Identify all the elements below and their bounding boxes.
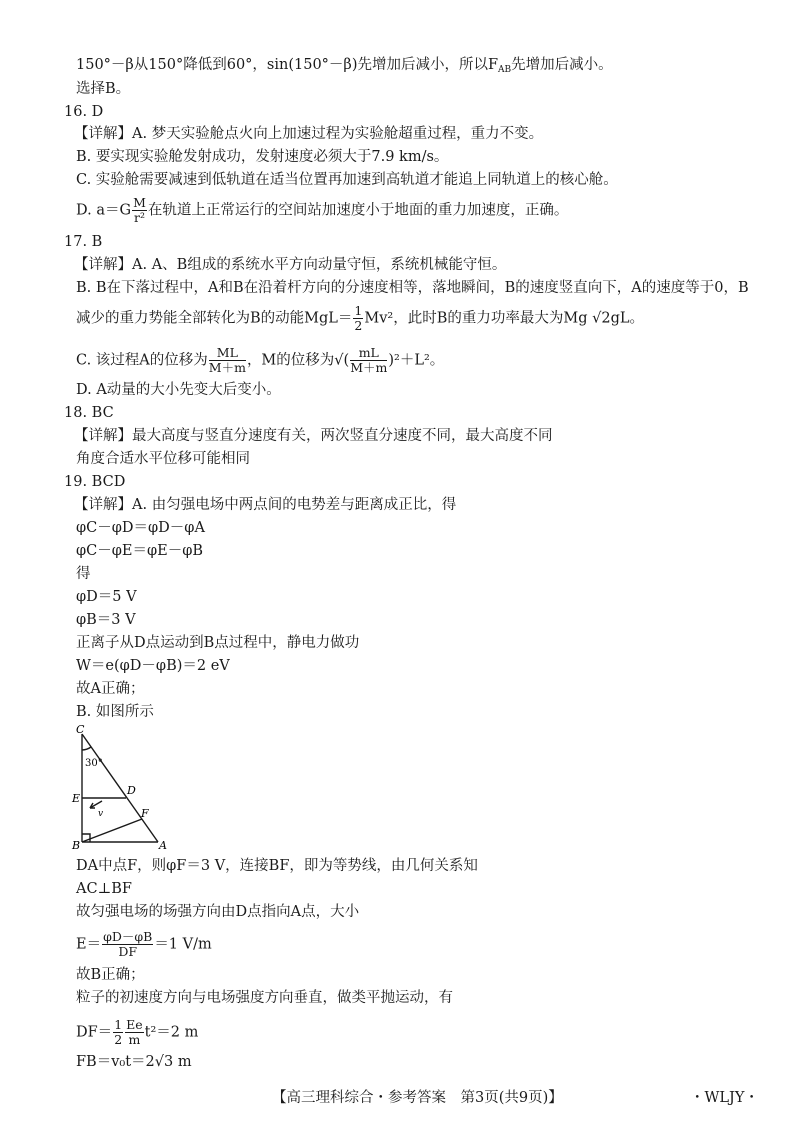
fraction: $\frac{mL}{M+m}$ bbox=[350, 345, 388, 375]
question-number: 16. D bbox=[64, 104, 104, 120]
equation-line: φC－φD＝φD－φA bbox=[76, 520, 205, 536]
label-a: A bbox=[159, 839, 167, 852]
text-line: 故匀强电场的场强方向由D点指向A点，大小 bbox=[76, 904, 360, 920]
text-line: B. 如图所示 bbox=[76, 704, 154, 720]
label-b: B bbox=[72, 839, 81, 852]
equation-line: φB＝3 V bbox=[76, 612, 136, 628]
text-line: 得 bbox=[76, 566, 91, 582]
text-line: 【详解】A. A、B组成的系统水平方向动量守恒，系统机械能守恒。 bbox=[74, 257, 507, 273]
question-number: 18. BC bbox=[64, 405, 114, 421]
text-line: C. 该过程A的位移为 $\frac{ML}{M+m}$ ，M的位移为√( $\frac{mL}{M+m}$ )²＋L²。 bbox=[76, 345, 445, 375]
text-line: B. B在下落过程中，A和B在沿着杆方向的分速度相等，落地瞬间，B的速度竖直向下，A的速度等于0，B bbox=[76, 280, 749, 296]
label-e: E bbox=[72, 792, 81, 805]
text-line: B. 要实现实验舱发射成功，发射速度必须大于7.9 km/s。 bbox=[76, 149, 449, 165]
angle-arc bbox=[82, 747, 91, 750]
text-line: 粒子的初速度方向与电场强度方向垂直，做类平抛运动，有 bbox=[76, 990, 453, 1006]
label-f: F bbox=[141, 807, 149, 820]
equation-line: φD＝5 V bbox=[76, 589, 137, 605]
equation-line: W＝e(φD－φB)＝2 eV bbox=[76, 658, 230, 674]
fraction: $\frac{1}{2}$ bbox=[354, 303, 363, 333]
label-c: C bbox=[76, 723, 85, 736]
text-line: 【详解】最大高度与竖直分速度有关，两次竖直分速度不同，最大高度不同 bbox=[74, 428, 553, 444]
footer-title: 【高三理科综合・参考答案 第3页(共9页)】 bbox=[272, 1090, 563, 1106]
edge-bf bbox=[82, 819, 142, 842]
edge-ca bbox=[82, 734, 158, 842]
label-v: v bbox=[98, 809, 104, 819]
equation-line: DF＝ $\frac{1}{2}$ $\frac{Ee}{m}$ t²＝2 m bbox=[76, 1017, 199, 1047]
text-line: DA中点F，则φF＝3 V，连接BF，即为等势线，由几何关系知 bbox=[76, 858, 478, 874]
text-line: D. a＝G $\frac{M}{\text{r²}}$ 在轨道上正常运行的空间站加速度小于地面的重力加速度，正确。 bbox=[76, 195, 569, 225]
label-d: D bbox=[127, 784, 136, 797]
text-line: 【详解】A. 由匀强电场中两点间的电势差与距离成正比，得 bbox=[74, 497, 457, 513]
equation-line: φC－φE＝φE－φB bbox=[76, 543, 204, 559]
equation-line: AC⊥BF bbox=[76, 881, 132, 897]
equation-line: E＝ $\frac{\varphi D-\varphi B}{DF}$ ＝1 V/m bbox=[76, 929, 212, 959]
label-angle: 30° bbox=[85, 758, 103, 769]
text-line: 角度合适水平位移可能相同 bbox=[76, 451, 250, 467]
text-line: C. 实验舱需要减速到低轨道在适当位置再加速到高轨道才能追上同轨道上的核心舱。 bbox=[76, 172, 618, 188]
fraction: $\frac{\varphi D-\varphi B}{DF}$ bbox=[103, 929, 153, 959]
text-line: D. A动量的大小先变大后变小。 bbox=[76, 382, 281, 398]
footer-mark: ・WLJY・ bbox=[690, 1090, 759, 1106]
question-number: 19. BCD bbox=[64, 474, 126, 490]
text-line: 故B正确； bbox=[76, 967, 145, 983]
geometry-figure bbox=[66, 722, 176, 852]
text-line: 150°－β从150°降低到60°，sin(150°－β)先增加后减小，所以$F_{AB}$先增加后减小。 bbox=[76, 57, 613, 75]
text-line: 选择B。 bbox=[76, 81, 131, 97]
fraction: $\frac{ML}{M+m}$ bbox=[208, 345, 246, 375]
text-line: 【详解】A. 梦天实验舱点火向上加速过程为实验舱超重过程，重力不变。 bbox=[74, 126, 544, 142]
fraction: $\frac{1}{2}$ bbox=[114, 1017, 123, 1047]
question-number: 17. B bbox=[64, 234, 103, 250]
equation-line: FB＝v₀t＝2√3 m bbox=[76, 1054, 192, 1070]
text-line: 故A正确； bbox=[76, 681, 145, 697]
text-line: 减少的重力势能全部转化为B的动能MgL＝ $\frac{1}{2}$ Mv²，此时B的重力功率最大为Mg √2gL。 bbox=[76, 303, 644, 333]
fraction: $\frac{Ee}{m}$ bbox=[126, 1017, 143, 1047]
fraction: $\frac{M}{\text{r²}}$ bbox=[133, 195, 146, 225]
text-line: 正离子从D点运动到B点过程中，静电力做功 bbox=[76, 635, 360, 651]
